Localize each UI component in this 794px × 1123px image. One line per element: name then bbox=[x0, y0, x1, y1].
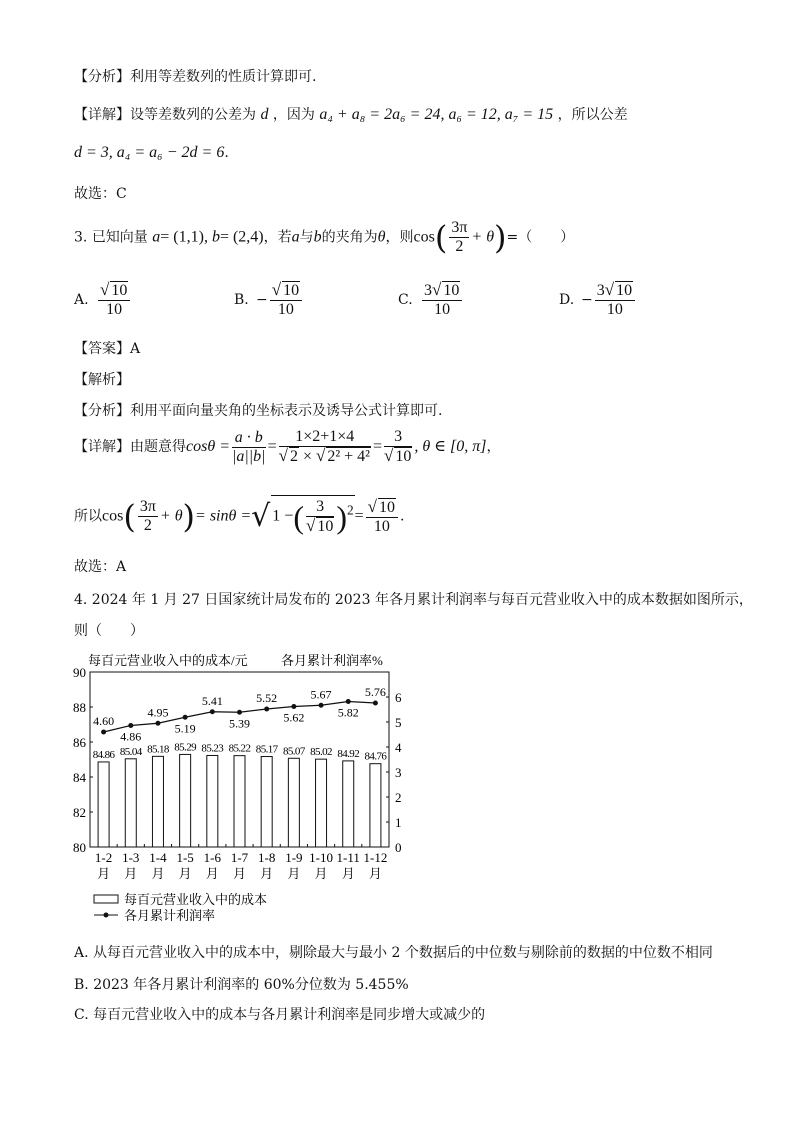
legend-bar-label: 每百元营业收入中的成本 bbox=[124, 892, 268, 907]
x-tick-label: 1-6 bbox=[203, 850, 221, 865]
sqrt-icon: √ bbox=[271, 280, 282, 299]
eq-sign: = bbox=[372, 438, 382, 455]
sqrt-icon: √ bbox=[100, 280, 110, 299]
profit-point bbox=[183, 715, 188, 720]
cost-bar bbox=[316, 759, 327, 847]
period: . bbox=[400, 508, 405, 525]
y-left-tick-label: 90 bbox=[73, 665, 86, 680]
q3-then: ，则 bbox=[385, 229, 414, 246]
cos-theta-eq: cosθ = bbox=[186, 438, 230, 455]
paren-open: ( bbox=[123, 497, 136, 536]
y-left-tick-label: 86 bbox=[73, 735, 86, 750]
option-label: D. bbox=[559, 292, 575, 308]
x-tick-suffix: 月 bbox=[97, 866, 111, 881]
q3-explain-tag: 【解析】 bbox=[74, 372, 130, 388]
cost-bar bbox=[288, 758, 299, 847]
profit-point bbox=[264, 707, 269, 712]
cost-bar-label: 85.23 bbox=[201, 742, 224, 755]
x-tick-label: 1-7 bbox=[230, 850, 249, 865]
q2-choice: 故选：C bbox=[74, 186, 127, 202]
profit-point-label: 5.41 bbox=[201, 693, 223, 708]
x-tick-label: 1-11 bbox=[336, 850, 360, 865]
answer-value: A bbox=[130, 341, 141, 357]
sqrt-icon: √ bbox=[251, 499, 271, 535]
x-tick-label: 1-10 bbox=[309, 850, 333, 865]
paren-open: ( bbox=[434, 218, 448, 257]
x-tick-suffix: 月 bbox=[124, 866, 138, 881]
profit-point-label: 4.95 bbox=[147, 705, 169, 720]
profit-point bbox=[373, 701, 378, 706]
q4-option-c[interactable]: C. 每百元营业收入中的成本与各月累计利润率是同步增大或减少的 bbox=[74, 1007, 486, 1023]
option-radicand: 10 bbox=[443, 282, 460, 299]
sqrt-icon: √ bbox=[278, 446, 288, 465]
calc-frac-num: 1×2+1×4 bbox=[279, 428, 371, 447]
paren-open: ( bbox=[293, 499, 304, 535]
left-axis-title: 每百元营业收入中的成本/元 bbox=[88, 653, 248, 668]
q3-number: 3. bbox=[74, 229, 88, 246]
comma: ， bbox=[486, 439, 501, 455]
q3-stem-prefix: 已知向量 bbox=[91, 229, 148, 246]
frac-den: 2 bbox=[143, 517, 152, 535]
plus-theta: + θ bbox=[471, 228, 495, 246]
cost-bar bbox=[125, 759, 136, 847]
x-tick-label: 1-12 bbox=[363, 850, 388, 865]
legend-line-label: 各月累计利润率 bbox=[124, 908, 216, 923]
x-tick-label: 1-5 bbox=[176, 850, 194, 865]
y-right-tick-label: 1 bbox=[395, 815, 402, 830]
profit-point-label: 4.86 bbox=[120, 729, 142, 744]
x-tick-suffix: 月 bbox=[178, 866, 192, 881]
frac3-num: 3 bbox=[384, 428, 412, 447]
q4-stem-line1: 4. 2024 年 1 月 27 日国家统计局发布的 2023 年各月累计利润率与每百元营业收入中的成本数据如图所示， bbox=[74, 592, 753, 608]
x-tick-suffix: 月 bbox=[341, 866, 355, 881]
profit-point bbox=[319, 703, 324, 708]
profit-point bbox=[101, 730, 106, 735]
y-left-tick-label: 84 bbox=[73, 770, 86, 785]
y-right-tick-label: 3 bbox=[395, 765, 402, 780]
x-tick-label: 1-3 bbox=[122, 850, 140, 865]
profit-point bbox=[128, 723, 133, 728]
profit-point-label: 5.52 bbox=[256, 691, 278, 705]
one-minus: 1 − bbox=[272, 507, 294, 525]
result-num: 10 bbox=[379, 498, 396, 516]
x-tick-suffix: 月 bbox=[205, 866, 219, 881]
option-label: C. bbox=[398, 292, 413, 308]
option-radicand: 10 bbox=[111, 282, 128, 299]
result-den: 10 bbox=[373, 517, 390, 535]
cost-bar bbox=[343, 761, 354, 847]
profit-point-label: 5.67 bbox=[310, 687, 332, 702]
paren-close: ) bbox=[494, 218, 507, 257]
cos-label: cos bbox=[102, 507, 124, 525]
theta-domain: , θ ∈ [0, π] bbox=[414, 438, 487, 455]
sqrt-icon: √ bbox=[383, 446, 394, 465]
square-exp: 2 bbox=[346, 502, 354, 518]
theta: θ bbox=[377, 228, 386, 246]
cost-bar-label: 85.22 bbox=[228, 742, 251, 755]
q3-stem-mid: ，若 bbox=[263, 229, 292, 246]
profit-point-label: 5.76 bbox=[364, 685, 386, 699]
sqrt-b: 2² + 4² bbox=[327, 448, 370, 465]
frac-num: 3π bbox=[451, 219, 468, 236]
q3-and: 与 bbox=[299, 229, 314, 246]
vec-a-2: a bbox=[291, 228, 300, 246]
option-sign: − bbox=[581, 292, 593, 308]
eq-sin: = sinθ = bbox=[195, 507, 252, 525]
profit-point bbox=[210, 709, 215, 714]
vec-b-vals: = (2,4) bbox=[219, 228, 264, 246]
eq-sign: = bbox=[267, 438, 277, 455]
x-tick-label: 1-2 bbox=[94, 850, 113, 865]
frac3-num: 3 bbox=[306, 498, 334, 517]
profit-point bbox=[155, 721, 160, 726]
vec-a: a bbox=[152, 228, 161, 246]
q3-angle: 的夹角为 bbox=[321, 229, 378, 246]
profit-point-label: 5.82 bbox=[337, 705, 359, 720]
cost-bar bbox=[180, 754, 191, 847]
cost-bar-label: 85.17 bbox=[255, 743, 278, 756]
sqrt-icon: √ bbox=[315, 446, 326, 465]
cost-bar-label: 85.02 bbox=[310, 746, 332, 759]
dot-frac-num: a · b bbox=[232, 429, 266, 448]
times: × bbox=[298, 448, 316, 465]
paren-close: ) bbox=[336, 499, 347, 535]
option-den: 10 bbox=[277, 301, 294, 318]
q2-d-var: d bbox=[260, 106, 269, 123]
cost-bar bbox=[261, 757, 272, 847]
sqrt-a: 2 bbox=[289, 448, 298, 465]
vec-b-2: b bbox=[313, 228, 322, 246]
profit-point bbox=[346, 699, 351, 704]
profit-point-label: 5.62 bbox=[283, 710, 305, 725]
sqrt-icon: √ bbox=[604, 280, 615, 299]
x-tick-suffix: 月 bbox=[151, 866, 165, 881]
q2-analysis: 【分析】利用等差数列的性质计算即可. bbox=[74, 69, 317, 85]
y-left-tick-label: 82 bbox=[73, 805, 86, 820]
x-tick-suffix: 月 bbox=[314, 866, 328, 881]
q4-stem-line2: 则（ ） bbox=[74, 623, 144, 639]
legend-line-marker bbox=[104, 913, 109, 918]
y-right-tick-label: 0 bbox=[395, 840, 402, 855]
vec-a-vals: = (1,1), bbox=[160, 228, 212, 246]
x-tick-label: 1-9 bbox=[285, 850, 303, 865]
x-tick-label: 1-4 bbox=[149, 850, 167, 865]
frac-den: 2 bbox=[455, 238, 464, 255]
frac-num: 3π bbox=[139, 498, 156, 516]
option-radicand: 10 bbox=[283, 282, 300, 299]
plus-theta: + θ bbox=[159, 507, 183, 525]
right-axis-title: 各月累计利润率% bbox=[281, 653, 383, 668]
x-tick-suffix: 月 bbox=[260, 866, 274, 881]
paren-close: ) bbox=[182, 497, 196, 536]
q2-detail-suffix: ，所以公差 bbox=[557, 107, 628, 123]
x-tick-suffix: 月 bbox=[232, 866, 247, 881]
cost-bar-label: 85.29 bbox=[174, 741, 197, 754]
sqrt-icon: √ bbox=[432, 280, 442, 299]
dot-frac-den: |a||b| bbox=[231, 447, 266, 465]
profit-point bbox=[237, 710, 242, 715]
option-coef: 3 bbox=[596, 282, 605, 299]
q2-detail-mid: ，因为 bbox=[272, 107, 315, 123]
cost-bar-label: 84.86 bbox=[92, 748, 115, 761]
frac3-den: 10 bbox=[317, 518, 334, 535]
cost-bar-label: 85.18 bbox=[147, 743, 169, 756]
frac3-den: 10 bbox=[395, 448, 412, 465]
profit-point-label: 5.39 bbox=[229, 716, 250, 731]
detail-prefix: 【详解】由题意得 bbox=[74, 439, 186, 455]
cost-bar-label: 84.76 bbox=[364, 750, 387, 763]
option-label: A. bbox=[74, 292, 89, 308]
option-coef: 3 bbox=[424, 282, 432, 299]
x-tick-label: 1-8 bbox=[258, 850, 276, 865]
option-den: 10 bbox=[106, 301, 123, 318]
y-left-tick-label: 80 bbox=[73, 840, 86, 855]
y-right-tick-label: 4 bbox=[395, 740, 402, 755]
sqrt-icon: √ bbox=[305, 516, 316, 535]
cost-bar-label: 84.92 bbox=[337, 747, 360, 760]
cost-bar-label: 85.04 bbox=[119, 745, 142, 758]
option-radicand: 10 bbox=[616, 282, 633, 299]
option-den: 10 bbox=[434, 301, 451, 318]
q2-period: . bbox=[224, 145, 229, 161]
q3-analysis: 【分析】利用平面向量夹角的坐标表示及诱导公式计算即可. bbox=[74, 403, 443, 419]
profit-point-label: 4.60 bbox=[93, 714, 115, 728]
y-right-tick-label: 2 bbox=[395, 790, 402, 805]
q3-choice: 故选：A bbox=[74, 559, 127, 575]
y-right-tick-label: 6 bbox=[395, 690, 402, 705]
equals-blank: =（ ） bbox=[506, 229, 575, 246]
legend-bar-swatch bbox=[94, 895, 118, 903]
q4-option-b[interactable]: B. 2023 年各月累计利润率的 60%分位数为 5.455% bbox=[74, 977, 409, 993]
cost-bar bbox=[370, 764, 381, 847]
answer-tag: 【答案】 bbox=[74, 341, 130, 357]
cost-bar bbox=[207, 755, 218, 847]
cost-bar-label: 85.07 bbox=[282, 745, 305, 758]
y-left-tick-label: 88 bbox=[73, 700, 86, 715]
cos-label: cos bbox=[413, 228, 435, 246]
eq-sign: = bbox=[354, 507, 364, 525]
cost-bar bbox=[234, 756, 245, 847]
option-label: B. bbox=[234, 292, 249, 308]
q2-d-eq: d = 3, a₄ = a₆ − 2d = 6 bbox=[74, 144, 225, 161]
sqrt-icon: √ bbox=[367, 496, 378, 516]
so-prefix: 所以 bbox=[74, 508, 102, 525]
profit-point bbox=[291, 704, 296, 709]
option-den: 10 bbox=[606, 301, 623, 318]
q4-option-a[interactable]: A. 从每百元营业收入中的成本中，剔除最大与最小 2 个数据后的中位数与剔除前的数据的中位数不相同 bbox=[74, 945, 713, 961]
vec-b: b bbox=[211, 228, 220, 246]
cost-bar bbox=[98, 762, 109, 847]
option-sign: − bbox=[256, 292, 268, 308]
y-right-tick-label: 5 bbox=[395, 715, 402, 730]
q2-detail-eq: a₄ + a₈ = 2a₆ = 24, a₆ = 12, a₇ = 15 bbox=[319, 106, 554, 123]
x-tick-suffix: 月 bbox=[287, 866, 301, 881]
q2-detail-prefix: 【详解】设等差数列的公差为 bbox=[74, 107, 256, 123]
cost-bar bbox=[152, 756, 163, 847]
profit-point-label: 5.19 bbox=[174, 721, 196, 736]
x-tick-suffix: 月 bbox=[368, 866, 382, 881]
